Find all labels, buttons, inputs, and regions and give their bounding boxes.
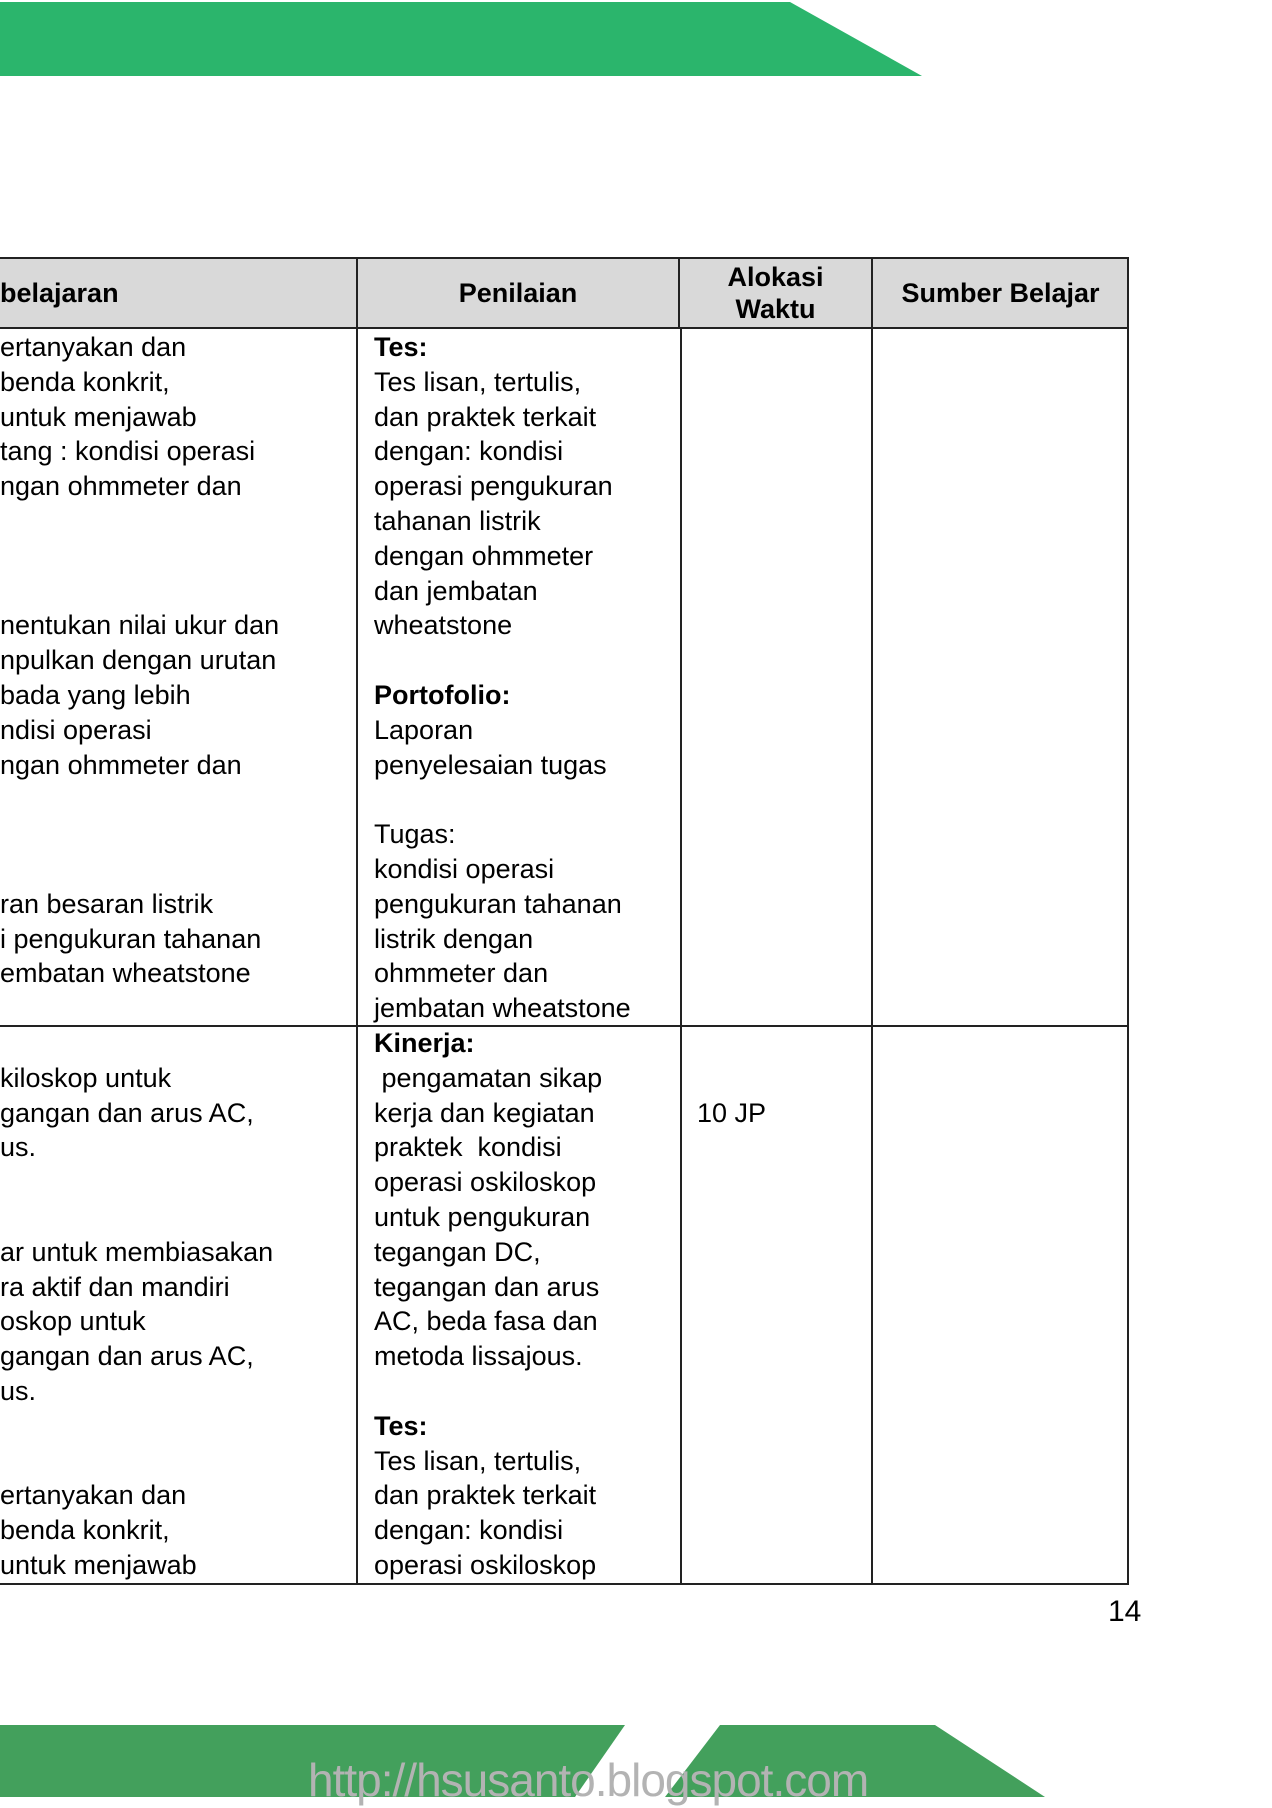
table-bottom-border (0, 1583, 1129, 1585)
column-divider (680, 329, 682, 1585)
pembelajaran-line (0, 852, 354, 887)
penilaian-line (374, 782, 674, 817)
penilaian-line (374, 643, 674, 678)
penilaian-line: wheatstone (374, 610, 513, 641)
penilaian-line: Laporan (374, 714, 474, 745)
penilaian-line: listrik dengan (374, 923, 534, 954)
pembelajaran-line: ngan ohmmeter dan (0, 749, 242, 780)
pembelajaran-line: untuk menjawab (0, 1549, 197, 1580)
penilaian-line: Tes lisan, tertulis, (374, 366, 582, 397)
penilaian-line: tahanan listrik (374, 505, 541, 536)
header-sumber-label: Sumber Belajar (901, 278, 1100, 308)
header-alokasi-label: Alokasi (727, 262, 824, 292)
header-banner (0, 0, 1272, 80)
penilaian-section-heading: Tes: (374, 1410, 428, 1441)
penilaian-line: AC, beda fasa dan (374, 1306, 598, 1337)
page-number: 14 (1108, 1595, 1142, 1628)
penilaian-section-heading: Tes: (374, 332, 428, 362)
alokasi-waktu-value: 10 JP (697, 1097, 767, 1128)
pembelajaran-column (0, 330, 354, 1583)
penilaian-line: operasi pengukuran (374, 471, 613, 502)
table-right-border (1127, 257, 1129, 1585)
penilaian-line: Tugas: (374, 819, 456, 850)
pembelajaran-line (0, 574, 354, 609)
column-divider (871, 257, 873, 1585)
penilaian-line: dengan ohmmeter (374, 540, 594, 571)
pembelajaran-line (0, 539, 354, 574)
header-pembelajaran-label: belajaran (0, 278, 119, 308)
pembelajaran-line: ertanyakan dan (0, 1480, 187, 1511)
pembelajaran-line (0, 1026, 354, 1061)
penilaian-line: penyelesaian tugas (374, 749, 607, 780)
pembelajaran-line: ra aktif dan mandiri (0, 1271, 230, 1302)
pembelajaran-line: us. (0, 1132, 37, 1163)
pembelajaran-line: tang : kondisi operasi (0, 436, 256, 467)
pembelajaran-line: nentukan nilai ukur dan (0, 610, 280, 641)
penilaian-line: untuk pengukuran (374, 1201, 591, 1232)
penilaian-line: praktek kondisi (374, 1132, 562, 1163)
column-divider (356, 257, 358, 1585)
penilaian-line: pengukuran tahanan (374, 888, 622, 919)
pembelajaran-line (0, 1444, 354, 1479)
penilaian-section-heading: Portofolio: (374, 679, 511, 710)
header-penilaian-label: Penilaian (458, 278, 578, 308)
pembelajaran-line: untuk menjawab (0, 401, 197, 432)
pembelajaran-line (0, 1200, 354, 1235)
penilaian-line: tegangan dan arus (374, 1271, 600, 1302)
footer-url-watermark: http://hsusanto.blogspot.com (308, 1754, 869, 1806)
alokasi-waktu-cell (697, 1026, 766, 1200)
penilaian-line: tegangan DC, (374, 1236, 541, 1267)
penilaian-line: ohmmeter dan (374, 958, 549, 989)
pembelajaran-line: ertanyakan dan (0, 332, 187, 362)
header-cell-sumber-belajar (872, 257, 1129, 329)
penilaian-line: metoda lissajous. (374, 1341, 583, 1372)
penilaian-line: kondisi operasi (374, 853, 555, 884)
header-cell-penilaian (357, 257, 679, 329)
penilaian-section-heading: Kinerja: (374, 1027, 475, 1058)
pembelajaran-line (0, 817, 354, 852)
pembelajaran-line: ar untuk membiasakan (0, 1236, 274, 1267)
penilaian-line: operasi oskiloskop (374, 1549, 597, 1580)
pembelajaran-line: bada yang lebih (0, 679, 191, 710)
penilaian-line: dan jembatan (374, 575, 538, 606)
pembelajaran-line (0, 1165, 354, 1200)
penilaian-line: kerja dan kegiatan (374, 1097, 595, 1128)
header-waktu-label: Waktu (735, 294, 816, 324)
pembelajaran-line: embatan wheatstone (0, 958, 251, 989)
penilaian-line: pengamatan sikap (374, 1062, 603, 1093)
pembelajaran-line (0, 782, 354, 817)
penilaian-line: dengan: kondisi (374, 1515, 564, 1546)
penilaian-line (374, 1374, 674, 1409)
pembelajaran-line: i pengukuran tahanan (0, 923, 262, 954)
pembelajaran-line: benda konkrit, (0, 1515, 170, 1546)
header-cell-pembelajaran (0, 257, 357, 329)
pembelajaran-line: ndisi operasi (0, 714, 152, 745)
header-cell-alokasi-waktu (679, 257, 872, 329)
penilaian-line: dan praktek terkait (374, 401, 597, 432)
pembelajaran-line: ngan ohmmeter dan (0, 471, 242, 502)
column-divider (678, 257, 680, 329)
pembelajaran-line: us. (0, 1375, 37, 1406)
pembelajaran-line (0, 1409, 354, 1444)
penilaian-line: jembatan wheatstone (374, 993, 631, 1024)
pembelajaran-line (0, 504, 354, 539)
pembelajaran-line: gangan dan arus AC, (0, 1097, 254, 1128)
penilaian-line: operasi oskiloskop (374, 1167, 597, 1198)
pembelajaran-line: oskop untuk (0, 1306, 146, 1337)
penilaian-line: dengan: kondisi (374, 436, 564, 467)
pembelajaran-line: benda konkrit, (0, 366, 170, 397)
lesson-plan-table (0, 257, 1129, 1585)
penilaian-line: Tes lisan, tertulis, (374, 1445, 582, 1476)
pembelajaran-line: kiloskop untuk (0, 1062, 172, 1093)
penilaian-line: dan praktek terkait (374, 1480, 597, 1511)
pembelajaran-line: npulkan dengan urutan (0, 645, 277, 676)
header-banner-shape (0, 2, 922, 76)
pembelajaran-line: ran besaran listrik (0, 888, 214, 919)
pembelajaran-line (0, 991, 354, 1026)
pembelajaran-line: gangan dan arus AC, (0, 1341, 254, 1372)
penilaian-column (374, 330, 674, 1583)
